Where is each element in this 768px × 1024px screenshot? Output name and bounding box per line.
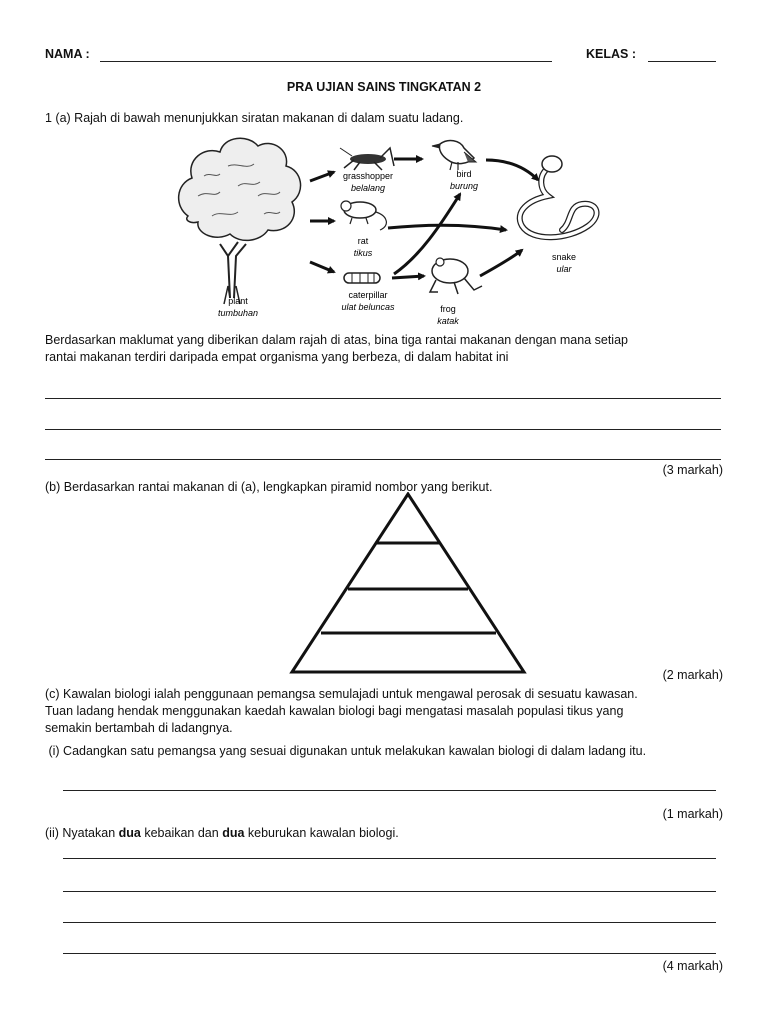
- arrow-plant-to-caterpillar: [310, 262, 334, 272]
- arrow-rat-to-snake: [388, 225, 506, 230]
- question-1c-line-1: (c) Kawalan biologi ialah penggunaan pemangsa semulajadi untuk mengawal perosak di sesuatu kawasan.: [45, 687, 638, 701]
- organism-label-plant: plant: [228, 296, 248, 306]
- question-1c-ii-text-2: kebaikan dan: [140, 826, 223, 840]
- question-1a-instruction-line-2: rantai makanan terdiri daripada empat organisma yang berbeza, di dalam habitat ini: [45, 350, 509, 364]
- answer-line-1a-2[interactable]: [45, 429, 721, 430]
- caterpillar-icon: [344, 273, 380, 283]
- organism-label-snake: snake: [551, 252, 577, 262]
- food-web-diagram: [168, 126, 618, 330]
- answer-line-1c-ii-1[interactable]: [63, 858, 716, 859]
- organism-label-frog: frog: [440, 304, 456, 314]
- question-1c-ii-prompt: [45, 825, 399, 842]
- answer-line-1c-ii-3[interactable]: [63, 922, 716, 923]
- arrow-plant-to-grasshopper: [310, 172, 334, 181]
- marks-1c-i: (1 markah): [662, 807, 723, 821]
- organism-label-tumbuhan: tumbuhan: [217, 308, 259, 318]
- page-title: PRA UJIAN SAINS TINGKATAN 2: [286, 80, 482, 94]
- class-answer-line[interactable]: [648, 61, 716, 62]
- answer-line-1c-i[interactable]: [63, 790, 716, 791]
- answer-line-1c-ii-4[interactable]: [63, 953, 716, 954]
- pyramid-level-4[interactable]: [385, 512, 431, 538]
- rat-icon: [341, 201, 386, 230]
- organism-label-bird: bird: [456, 169, 472, 179]
- arrow-caterpillar-to-frog: [392, 276, 424, 278]
- organism-label-katak: katak: [437, 316, 459, 326]
- answer-line-1a-3[interactable]: [45, 459, 721, 460]
- question-1c-ii-text-3: keburukan kawalan biologi.: [244, 826, 399, 840]
- question-1c-ii-emphasis-2: dua: [222, 826, 245, 840]
- question-1c-ii-emphasis-1: dua: [118, 826, 141, 840]
- arrow-frog-to-snake: [480, 250, 522, 276]
- question-1c-i-prompt: (i) Cadangkan satu pemangsa yang sesuai digunakan untuk melakukan kawalan biologi di dalam ladang itu.: [45, 744, 647, 758]
- answer-line-1c-ii-2[interactable]: [63, 891, 716, 892]
- pyramid-level-3[interactable]: [364, 548, 452, 584]
- bird-icon: [432, 141, 476, 170]
- question-1c-line-2: Tuan ladang hendak menggunakan kaedah kawalan biologi bagi mengatasi masalah populasi tikus yang: [45, 704, 624, 718]
- pyramid-level-1[interactable]: [310, 638, 506, 668]
- question-1a-prompt: 1 (a) Rajah di bawah menunjukkan siratan makanan di dalam suatu ladang.: [45, 111, 464, 125]
- frog-icon: [430, 258, 482, 294]
- marks-1a: (3 markah): [662, 463, 723, 477]
- question-1a-instruction-line-1: Berdasarkan maklumat yang diberikan dalam rajah di atas, bina tiga rantai makanan dengan mana setiap: [45, 333, 628, 347]
- arrow-bird-to-snake: [486, 160, 538, 180]
- number-pyramid: [288, 492, 528, 676]
- question-1b-prompt: (b) Berdasarkan rantai makanan di (a), lengkapkan piramid nombor yang berikut.: [45, 480, 493, 494]
- organism-label-burung: burung: [449, 181, 479, 191]
- answer-line-1a-1[interactable]: [45, 398, 721, 399]
- grasshopper-icon: [340, 148, 394, 170]
- tree-icon: [179, 138, 301, 304]
- snake-icon: [520, 156, 597, 237]
- organism-label-caterpillar: caterpillar: [348, 290, 388, 300]
- organism-label-rat: rat: [357, 236, 369, 246]
- name-answer-line[interactable]: [100, 61, 552, 62]
- organism-label-ulat-beluncas: ulat beluncas: [341, 302, 395, 312]
- organism-label-ular: ular: [556, 264, 572, 274]
- marks-1b: (2 markah): [662, 668, 723, 682]
- name-label: NAMA :: [45, 47, 90, 61]
- pyramid-level-2[interactable]: [336, 594, 480, 628]
- class-label: KELAS :: [586, 47, 636, 61]
- organism-label-grasshopper: grasshopper: [342, 171, 394, 181]
- organism-label-tikus: tikus: [353, 248, 373, 258]
- organism-label-belalang: belalang: [350, 183, 386, 193]
- question-1c-line-3: semakin bertambah di ladangnya.: [45, 721, 233, 735]
- marks-1c-ii: (4 markah): [662, 959, 723, 973]
- question-1c-ii-text-1: (ii) Nyatakan: [45, 826, 119, 840]
